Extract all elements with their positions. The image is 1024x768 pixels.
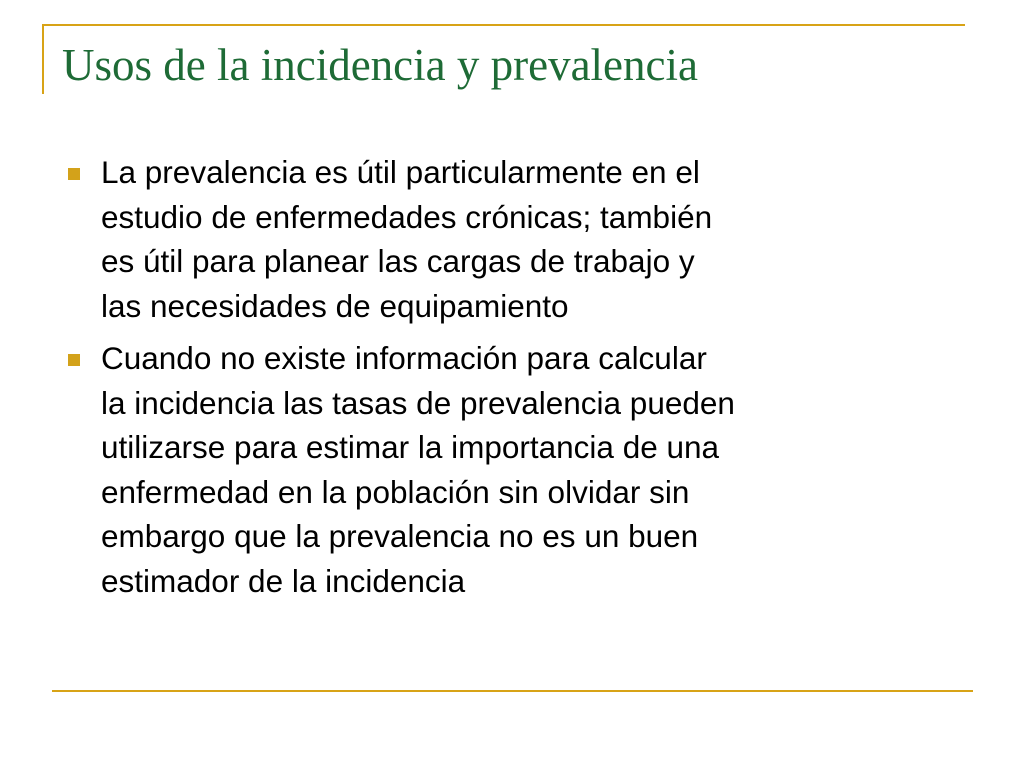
bullet-line: enfermedad en la población sin olvidar sin [101,473,690,510]
bullet-line: utilizarse para estimar la importancia de una [101,429,720,465]
bullet-line: estimador de la incidencia [101,562,466,599]
bullet-list [62,150,962,611]
bullet-item [62,336,962,603]
bullet-line: La prevalencia es útil particularmente en el [101,154,700,190]
slide-title: Usos de la incidencia y prevalencia [62,40,698,90]
bullet-line: es útil para planear las cargas de trabajo y [101,243,695,279]
left-accent-rule [42,24,44,94]
top-accent-rule [42,24,965,26]
bullet-line: Cuando no existe información para calcular [101,340,707,376]
bullet-line: las necesidades de equipamiento [101,287,569,324]
bullet-line: estudio de enfermedades crónicas; también [101,198,713,235]
bullet-line: embargo que la prevalencia no es un buen [101,518,699,554]
square-bullet-icon [68,168,80,180]
bullet-item [62,150,962,328]
square-bullet-icon [68,354,80,366]
bottom-accent-rule [52,690,973,692]
bullet-line: la incidencia las tasas de prevalencia pueden [101,384,735,421]
